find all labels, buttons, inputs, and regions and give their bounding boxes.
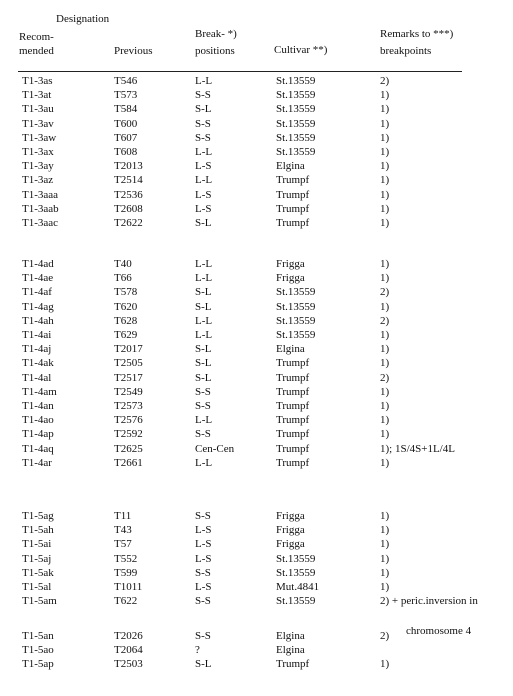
breakpositions-cell: Cen-Cen — [195, 442, 235, 455]
previous-cell: T2576 — [114, 414, 143, 427]
recommended-cell: T1-3aaa — [22, 188, 59, 201]
table-row — [0, 385, 513, 399]
breakpositions-cell: L-S — [195, 581, 212, 593]
breakpositions-cell: L-S — [195, 524, 212, 537]
remarks-cell: 1) — [380, 510, 390, 522]
previous-cell: T2608 — [114, 202, 143, 215]
previous-cell: T2592 — [114, 428, 143, 441]
breakpositions-cell: L-L — [195, 258, 213, 270]
recommended-cell: T1-3as — [22, 75, 53, 87]
previous-cell: T573 — [114, 89, 138, 102]
header-rule — [18, 71, 462, 72]
previous-cell: T2517 — [114, 371, 143, 384]
table-row — [0, 131, 513, 145]
cultivar-cell: Trumpf — [276, 188, 310, 201]
recommended-cell: T1-3ay — [22, 160, 54, 173]
remarks-cell: 1) — [380, 428, 390, 441]
remarks-cell: 1) — [380, 188, 390, 201]
recommended-cell: T1-3aac — [22, 217, 59, 229]
recommended-cell: T1-4aq — [22, 442, 54, 455]
previous-cell: T2514 — [114, 174, 143, 187]
cultivar-cell: Trumpf — [276, 428, 310, 441]
table-row — [0, 643, 513, 657]
breakpositions-cell: S-S — [195, 131, 211, 144]
previous-cell: T2622 — [114, 217, 143, 229]
previous-cell: T2661 — [114, 456, 143, 469]
table-row — [0, 300, 513, 314]
breakpositions-cell: L-L — [195, 329, 213, 341]
table-row — [0, 371, 513, 385]
breakpositions-cell: L-L — [195, 272, 213, 285]
table-row — [0, 285, 513, 299]
cultivar-cell: St.13559 — [276, 131, 316, 144]
recommended-cell: T1-4al — [22, 371, 52, 384]
breakpositions-cell: S-L — [195, 371, 212, 384]
previous-cell: T2013 — [114, 160, 143, 173]
remarks-cell: 2) — [380, 314, 390, 327]
table-row — [0, 657, 513, 671]
previous-cell: T2064 — [114, 644, 143, 657]
previous-cell: T2625 — [114, 442, 143, 455]
breakpositions-cell: L-L — [195, 414, 213, 427]
remarks-cell: 1); 1S/4S+1L/4L — [380, 442, 455, 455]
remarks-cell: 1) — [380, 217, 390, 229]
remarks-cell: 1) — [380, 300, 390, 313]
remarks-heading-line1: Remarks to ***) — [380, 28, 454, 40]
cultivar-cell: Trumpf — [276, 357, 310, 370]
breakpositions-cell: S-S — [195, 89, 211, 102]
table-row — [0, 202, 513, 216]
cultivar-cell: St.13559 — [276, 103, 316, 116]
cultivar-cell: Trumpf — [276, 385, 310, 398]
recommended-cell: T1-4ar — [22, 456, 52, 469]
table-row — [0, 594, 513, 608]
breakpositions-cell: S-S — [195, 630, 211, 642]
recommended-cell: T1-5am — [22, 595, 57, 608]
remarks-cell: 1) — [380, 174, 390, 187]
recommended-cell: T1-4an — [22, 400, 54, 412]
previous-cell: T600 — [114, 117, 138, 130]
cultivar-cell: Trumpf — [276, 442, 310, 455]
recommended-cell: T1-3at — [22, 89, 52, 102]
cultivar-cell: St.13559 — [276, 566, 316, 579]
cultivar-cell: St.13559 — [276, 89, 316, 102]
breakpositions-cell: L-S — [195, 188, 212, 201]
breakpositions-heading-line2: positions — [195, 45, 235, 57]
breakpositions-cell: L-S — [195, 538, 212, 551]
breakpositions-cell: S-L — [195, 357, 212, 370]
recommended-cell: T1-4ag — [22, 300, 54, 313]
breakpositions-cell: S-L — [195, 217, 212, 229]
table-row — [0, 102, 513, 116]
table-row — [0, 159, 513, 173]
remarks-cell: 1) — [380, 89, 390, 102]
continuation-note: chromosome 4 — [406, 625, 472, 637]
breakpositions-cell: S-L — [195, 343, 212, 356]
recommended-cell: T1-5ap — [22, 658, 54, 671]
breakpositions-cell: S-L — [195, 300, 212, 313]
remarks-cell: 2) + peric.inversion in — [380, 595, 478, 608]
breakpositions-cell: S-S — [195, 566, 211, 579]
previous-cell: T607 — [114, 131, 138, 144]
recommended-cell: T1-4ao — [22, 414, 54, 427]
recommended-cell: T1-3aab — [22, 202, 59, 215]
table-row — [0, 456, 513, 470]
breakpositions-cell: S-L — [195, 658, 212, 671]
remarks-cell: 1) — [380, 343, 390, 356]
table-row — [0, 314, 513, 328]
table-row — [0, 427, 513, 441]
breakpositions-cell: S-S — [195, 510, 211, 522]
cultivar-cell: Trumpf — [276, 202, 310, 215]
table-row — [0, 173, 513, 187]
table-row — [0, 74, 513, 88]
previous-cell: T629 — [114, 329, 138, 341]
cultivar-cell: Elgina — [276, 644, 305, 657]
table-row — [0, 413, 513, 427]
table-row — [0, 566, 513, 580]
recommended-cell: T1-5al — [22, 581, 52, 593]
recommended-cell: T1-3az — [22, 174, 54, 187]
cultivar-cell: St.13559 — [276, 286, 316, 299]
remarks-cell: 1) — [380, 552, 390, 565]
cultivar-cell: Trumpf — [276, 658, 310, 671]
remarks-cell: 2) — [380, 630, 390, 642]
remarks-cell: 1) — [380, 385, 390, 398]
breakpositions-cell: L-L — [195, 75, 213, 87]
table-row — [0, 399, 513, 413]
cultivar-cell: Trumpf — [276, 414, 310, 427]
remarks-cell: 1) — [380, 329, 390, 341]
recommended-cell: T1-4am — [22, 385, 57, 398]
previous-cell: T608 — [114, 146, 138, 158]
cultivar-cell: Frigga — [276, 538, 305, 551]
cultivar-cell: Trumpf — [276, 400, 310, 412]
previous-cell: T552 — [114, 552, 138, 565]
previous-cell: T578 — [114, 286, 138, 299]
previous-cell: T2017 — [114, 343, 143, 356]
cultivar-cell: Mut.4841 — [276, 581, 320, 593]
breakpositions-cell: S-L — [195, 103, 212, 116]
breakpositions-cell: L-S — [195, 160, 212, 173]
recommended-cell: T1-5ao — [22, 644, 54, 657]
cultivar-cell: St.13559 — [276, 117, 316, 130]
table-row — [0, 342, 513, 356]
previous-cell: T2503 — [114, 658, 143, 671]
recommended-cell: T1-3aw — [22, 131, 57, 144]
table-row — [0, 509, 513, 523]
previous-cell: T628 — [114, 314, 138, 327]
breakpositions-cell: S-S — [195, 400, 211, 412]
remarks-cell: 1) — [380, 456, 390, 469]
recommended-cell: T1-4ae — [22, 272, 54, 285]
breakpositions-cell: L-S — [195, 202, 212, 215]
cultivar-cell: Elgina — [276, 630, 305, 642]
recommended-cell: T1-4ad — [22, 258, 54, 270]
cultivar-cell: Frigga — [276, 272, 305, 285]
remarks-cell: 1) — [380, 414, 390, 427]
previous-cell: T2536 — [114, 188, 143, 201]
recommended-cell: T1-3au — [22, 103, 54, 116]
recommended-cell: T1-5ah — [22, 524, 54, 537]
remarks-cell: 1) — [380, 131, 390, 144]
previous-cell: T599 — [114, 566, 138, 579]
previous-cell: T2505 — [114, 357, 143, 370]
remarks-cell: 2) — [380, 286, 390, 299]
breakpositions-cell: L-L — [195, 456, 213, 469]
remarks-heading-line2: breakpoints — [380, 45, 432, 57]
table-row — [0, 117, 513, 131]
table-row — [0, 188, 513, 202]
breakpositions-cell: L-L — [195, 146, 213, 158]
remarks-cell: 1) — [380, 146, 390, 158]
table-row — [0, 88, 513, 102]
remarks-cell: 1) — [380, 524, 390, 537]
cultivar-cell: Frigga — [276, 510, 305, 522]
cultivar-cell: Trumpf — [276, 174, 310, 187]
recommended-cell: T1-5ai — [22, 538, 52, 551]
breakpositions-cell: S-S — [195, 595, 211, 608]
previous-cell: T2573 — [114, 400, 143, 412]
table-row — [0, 216, 513, 230]
cultivar-cell: St.13559 — [276, 595, 316, 608]
recommended-cell: T1-3av — [22, 117, 54, 130]
recommended-cell: T1-4af — [22, 286, 52, 299]
remarks-cell: 1) — [380, 357, 390, 370]
recommended-cell: T1-4ah — [22, 314, 54, 327]
cultivar-heading: Cultivar **) — [274, 44, 328, 56]
remarks-cell: 1) — [380, 117, 390, 130]
table-row — [0, 523, 513, 537]
recommended-cell: T1-5aj — [22, 552, 52, 565]
cultivar-cell: St.13559 — [276, 314, 316, 327]
previous-cell: T584 — [114, 103, 138, 116]
previous-cell: T546 — [114, 75, 138, 87]
table-row — [0, 145, 513, 159]
previous-cell: T2026 — [114, 630, 143, 642]
cultivar-cell: Elgina — [276, 343, 305, 356]
recommended-cell: T1-4ai — [22, 329, 52, 341]
cultivar-cell: Trumpf — [276, 456, 310, 469]
previous-cell: T40 — [114, 258, 132, 270]
previous-cell: T1011 — [114, 581, 143, 593]
table-row — [0, 552, 513, 566]
cultivar-cell: Frigga — [276, 258, 305, 270]
recommended-heading-line2: mended — [19, 45, 54, 57]
cultivar-cell: Elgina — [276, 160, 305, 173]
previous-cell: T11 — [114, 510, 132, 522]
breakpositions-cell: S-L — [195, 286, 212, 299]
table-row — [0, 537, 513, 551]
recommended-cell: T1-5ag — [22, 510, 54, 522]
recommended-cell: T1-5an — [22, 630, 54, 642]
remarks-cell: 2) — [380, 75, 390, 87]
recommended-heading-line1: Recom- — [19, 31, 54, 43]
breakpositions-cell: L-L — [195, 174, 213, 187]
recommended-cell: T1-4aj — [22, 343, 52, 356]
remarks-cell: 1) — [380, 400, 390, 412]
remarks-cell: 2) — [380, 371, 390, 384]
remarks-cell: 1) — [380, 581, 390, 593]
cultivar-cell: St.13559 — [276, 146, 316, 158]
table-row — [0, 271, 513, 285]
remarks-cell: 1) — [380, 103, 390, 116]
previous-heading: Previous — [114, 45, 153, 57]
cultivar-cell: St.13559 — [276, 300, 316, 313]
remarks-cell: 1) — [380, 272, 390, 285]
table-row — [0, 580, 513, 594]
recommended-cell: T1-3ax — [22, 146, 54, 158]
previous-cell: T57 — [114, 538, 132, 551]
cultivar-cell: St.13559 — [276, 329, 316, 341]
remarks-cell: 1) — [380, 658, 390, 671]
cultivar-cell: Frigga — [276, 524, 305, 537]
recommended-cell: T1-5ak — [22, 566, 54, 579]
cultivar-cell: Trumpf — [276, 217, 310, 229]
previous-cell: T2549 — [114, 385, 143, 398]
previous-cell: T43 — [114, 524, 132, 537]
breakpositions-cell: L-L — [195, 314, 213, 327]
breakpositions-heading-line1: Break- *) — [195, 28, 237, 40]
designation-heading: Designation — [56, 13, 110, 25]
remarks-cell: 1) — [380, 202, 390, 215]
cultivar-cell: St.13559 — [276, 552, 316, 565]
cultivar-cell: Trumpf — [276, 371, 310, 384]
recommended-cell: T1-4ak — [22, 357, 54, 370]
breakpositions-cell: ? — [195, 644, 200, 657]
recommended-cell: T1-4ap — [22, 428, 54, 441]
breakpositions-cell: L-S — [195, 552, 212, 565]
table-row — [0, 356, 513, 370]
remarks-cell: 1) — [380, 566, 390, 579]
table-row — [0, 328, 513, 342]
breakpositions-cell: S-S — [195, 385, 211, 398]
remarks-cell: 1) — [380, 160, 390, 173]
cultivar-cell: St.13559 — [276, 75, 316, 87]
remarks-cell: 1) — [380, 538, 390, 551]
previous-cell: T620 — [114, 300, 138, 313]
breakpositions-cell: S-S — [195, 428, 211, 441]
previous-cell: T66 — [114, 272, 132, 285]
table-row — [0, 257, 513, 271]
breakpositions-cell: S-S — [195, 117, 211, 130]
previous-cell: T622 — [114, 595, 138, 608]
table-row — [0, 442, 513, 456]
remarks-cell: 1) — [380, 258, 390, 270]
